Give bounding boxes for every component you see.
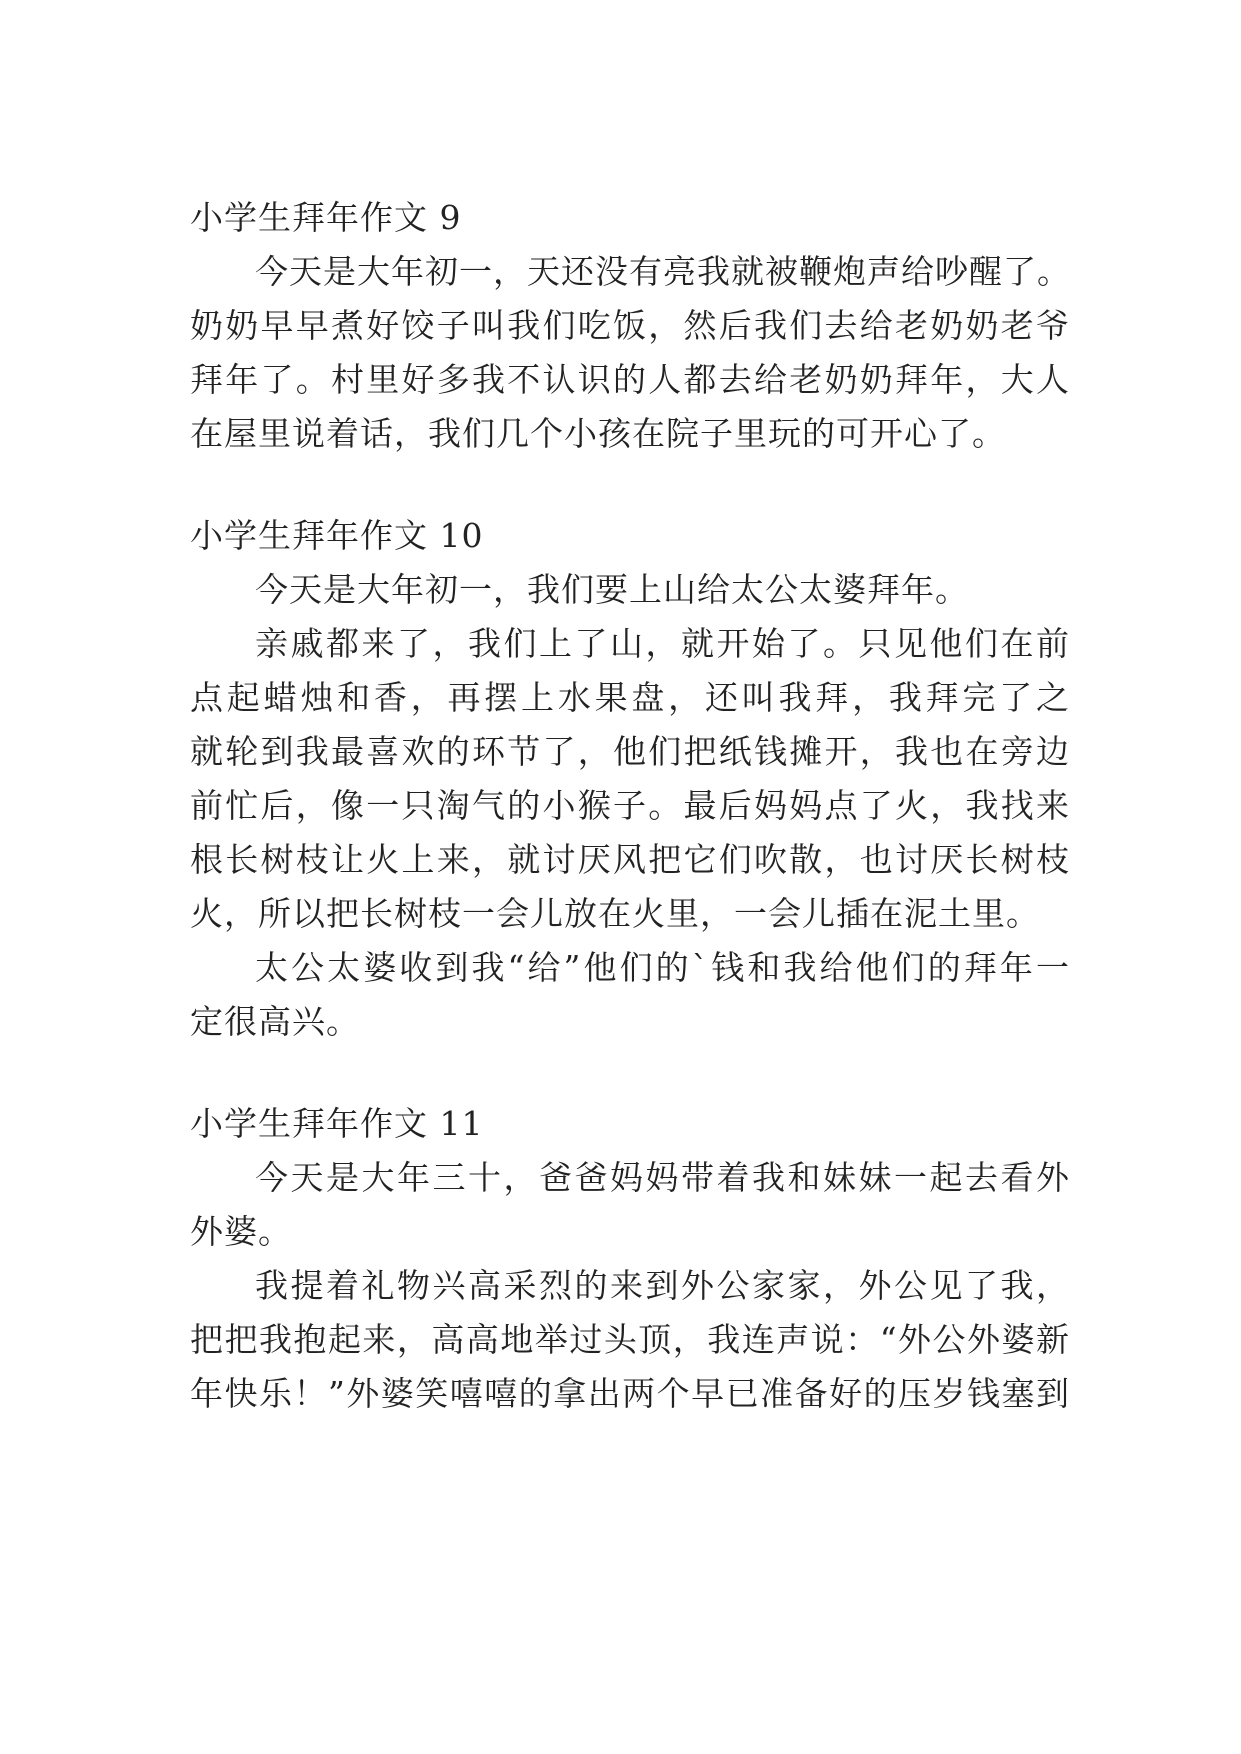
paragraph-line: 太公太婆收到我“给”他们的`钱和我给他们的拜年一 — [255, 948, 1070, 987]
paragraph-line: 根长树枝让火上来，就讨厌风把它们吹散，也讨厌长树枝 — [190, 840, 1070, 879]
paragraph-line: 今天是大年初一，天还没有亮我就被鞭炮声给吵醒了。 — [255, 252, 1071, 291]
paragraph-line: 前忙后，像一只淘气的小猴子。最后妈妈点了火，我找来 — [190, 786, 1070, 825]
paragraph-line: 拜年了。村里好多我不认识的人都去给老奶奶拜年，大人 — [190, 360, 1070, 399]
paragraph-line: 年快乐！”外婆笑嘻嘻的拿出两个早已准备好的压岁钱塞到 — [190, 1374, 1070, 1413]
paragraph-line: 亲戚都来了，我们上了山，就开始了。只见他们在前 — [255, 624, 1070, 663]
paragraph-line: 把把我抱起来，高高地举过头顶，我连声说：“外公外婆新 — [190, 1320, 1070, 1359]
paragraph-line: 就轮到我最喜欢的环节了，他们把纸钱摊开，我也在旁边 — [190, 732, 1070, 771]
paragraph-line: 奶奶早早煮好饺子叫我们吃饭，然后我们去给老奶奶老爷 — [190, 306, 1070, 345]
section-title: 小学生拜年作文 10 — [190, 516, 484, 555]
paragraph-line: 定很高兴。 — [190, 1002, 360, 1041]
section-title: 小学生拜年作文 11 — [190, 1104, 484, 1143]
paragraph-line: 在屋里说着话，我们几个小孩在院子里玩的可开心了。 — [190, 414, 1006, 453]
paragraph-line: 火，所以把长树枝一会儿放在火里，一会儿插在泥土里。 — [190, 894, 1040, 933]
paragraph-line: 我提着礼物兴高采烈的来到外公家家，外公见了我， — [255, 1266, 1070, 1305]
paragraph-line: 点起蜡烛和香，再摆上水果盘，还叫我拜，我拜完了之 — [190, 678, 1070, 717]
paragraph-line: 今天是大年初一，我们要上山给太公太婆拜年。 — [255, 570, 969, 609]
paragraph-line: 今天是大年三十，爸爸妈妈带着我和妹妹一起去看外 — [255, 1158, 1070, 1197]
paragraph-line: 外婆。 — [190, 1212, 292, 1251]
section-title: 小学生拜年作文 9 — [190, 198, 462, 237]
